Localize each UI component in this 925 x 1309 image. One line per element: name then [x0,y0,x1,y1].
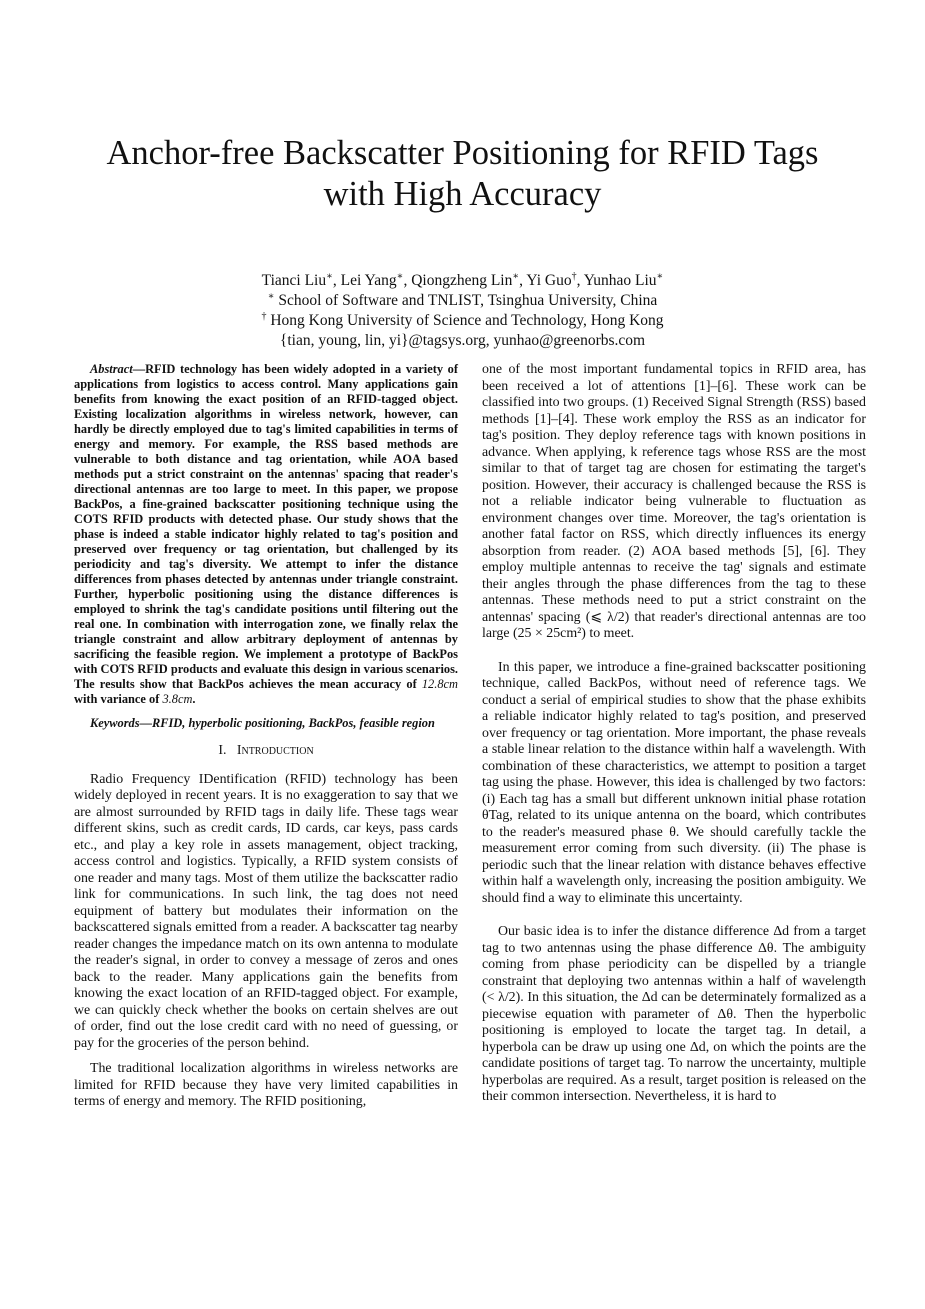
author-list [40,271,885,291]
paragraph: The traditional localization algorithms in wireless networks are limited for RFID because they have very limited capabilities in terms of energy and memory. The RFID positioning, [74,1061,458,1109]
section-number: I. [218,743,227,758]
abstract-end: . [192,692,196,706]
paragraph: In this paper, we introduce a fine-grained backscatter positioning technique, called BackPos, without need of reference tags. We conduct a serial of empirical studies to show that the phase exhibits a reliable indicator highly related to tag's position, and preserved over frequency or tag orientation. More important, the phase reveals a stable linear relation to the distance within half a wavelength. With combination of these characteristics, we attempt to position a target tag using the phase. However, this idea is challenged by two factors: (i) Each tag has a small but different unknown initial phase rotation θTag, related to its unique antenna on the board, which contributes to the reader's measured phase θ. We should carefully tackle the measurement error coming from such diversity. (ii) The phase is periodic such that the linear relation with distance behaves effective within half a wavelength only, increasing the position ambiguity. We should find a way to eliminate this uncertainty. [482,659,866,906]
author-separator: , [403,272,412,289]
abstract-mean-value: 12.8cm [421,677,458,691]
left-column [74,362,458,1120]
author-mark: ∗ [512,270,520,282]
author-name: Tianci Liu [261,272,327,289]
title-line-2: with High Accuracy [323,175,602,213]
abstract [74,362,458,707]
paragraph: Radio Frequency IDentification (RFID) technology has been widely deployed in recent years. It is no exaggeration to say that we are almost surrounded by RFID tags in daily life. These tags wear different skins, such as credit cards, ID cards, car keys, pass cards etc., and play a key role in assets management, object tracking, access control and logistics. Typically, a RFID system consists of one reader and many tags. Most of them utilize the backscatter radio link for communications. In such link, the tag does not need equipment of battery but modulates their information on the backscattered signals emitted from a reader. A backscatter tag nearby reader changes the impedance match on its own antenna to modulate the reader's signal, in order to convey a message of zeros and ones back to the reader. Many applications gain the benefits from knowing the exact location of an RFID-tagged object. For example, we can quickly check whether the books on certain shelves are out of order, find out the lose credit card with no need of guessing, or pay for the groceries of the person behind. [74,771,458,1051]
author-block [40,271,885,351]
author-separator: , [519,272,527,289]
affiliation-text: School of Software and TNLIST, Tsinghua University, China [274,292,658,309]
right-column [482,362,866,1115]
abstract-dash: — [132,362,146,376]
author-separator: , [332,272,341,289]
author-mark: ∗ [396,270,404,282]
title-line-1: Anchor-free Backscatter Positioning for RFID Tags [106,134,819,172]
section-heading [74,743,458,760]
author-name: Yi Guo [526,272,572,289]
abstract-mid: with variance of [74,692,163,706]
paper-title [40,133,885,215]
author-mark: ∗ [326,270,333,282]
author-mark: † [571,270,577,282]
author-separator: , [576,272,584,289]
abstract-variance-value: 3.8cm [162,692,193,706]
author-mark: ∗ [656,270,664,282]
affiliation-1 [40,291,885,311]
section-title: Introduction [236,743,314,758]
author-name: Qiongzheng Lin [411,272,513,289]
affiliation-text: Hong Kong University of Science and Technology, Hong Kong [266,312,664,329]
abstract-text: RFID technology has been widely adopted in a variety of applications from logistics to access control. Many applications gain benefits from knowing the exact position of an RFID-tagged object. Existing localization algorithms in wireless network, however, can hardly be directly employed due to tag's limited capabilities in terms of energy and memory. For example, the RSS based methods are vulnerable to both distance and tag orientation, while AOA based methods put a strict constraint on the antennas' spacing that reader's directional antennas are too large to meet. In this paper, we propose BackPos, a fine-grained backscatter positioning technique using the COTS RFID products with detected phase. Our study shows that the phase is indeed a stable indicator highly related to tag's position and preserved over frequency or tag orientation, but challenged by its periodicity and tag's diversity. We attempt to infer the distance differences from phases detected by antennas under triangle constraint. Further, hyperbolic positioning using the distance differences is employed to shrink the tag's candidate positions until filtering out the real one. In combination with interrogation zone, we finally relax the triangle constraint and allow arbitrary deployment of antennas by sacrificing the feasible region. We implement a prototype of BackPos with COTS RFID products and evaluate this design in various scenarios. The results show that BackPos achieves the mean accuracy of [74,362,458,691]
paragraph: one of the most important fundamental topics in RFID area, has been received a lot of attentions [1]–[6]. These work can be classified into two groups. (1) Received Signal Strength (RSS) based methods [1]–[4]. These work employ the RSS as an indicator for tag's position. They deploy reference tags with known positions in advance. When applying, k reference tags whose RSS are the most similar to that of target tag are chosen for estimating the target's position. However, their accuracy is challenged because the RSS is not a reliable indicator being vulnerable to fluctuation as environment changes over time. Moreover, the tag's orientation is another fatal factor on RSS, which directly influences its energy absorption from reader. (2) AOA based methods [5], [6]. They employ multiple antennas to receive the tag' signals and estimate their angles through the phase differences from the tag to these antennas. These methods need to put a strict constraint on the antennas' spacing (⩽ λ/2) that reader's directional antennas are too large (25 × 25cm²) to meet. [482,362,866,641]
abstract-lead: Abstract [90,362,133,376]
affiliation-2 [40,311,885,331]
author-emails: {tian, young, lin, yi}@tagsys.org, yunhao@greenorbs.com [279,332,646,349]
keywords: Keywords—RFID, hyperbolic positioning, BackPos, feasible region [90,716,435,730]
affiliation-mark: ∗ [267,290,275,302]
paragraph: Our basic idea is to infer the distance difference Δd from a target tag to two antennas using the phase difference Δθ. The ambiguity coming from phase periodicity can be dispelled by a triangle constraint that deploying two antennas within a half of wavelength (< λ/2). In this situation, the Δd can be determinately formalized as a piecewise equation with parameter of Δθ. Then the hyperbolic positioning is employed to locate the target tag. In detail, a hyperbola can be draw up using one Δd, on which the points are the candidate positions of target tag. To narrow the uncertainty, multiple hyperbolas are required. As a result, target position is released on the their common intersection. Nevertheless, it is hard to [482,924,866,1104]
author-name: Yunhao Liu [583,272,657,289]
author-name: Lei Yang [340,272,397,289]
affiliation-mark: † [261,310,267,322]
